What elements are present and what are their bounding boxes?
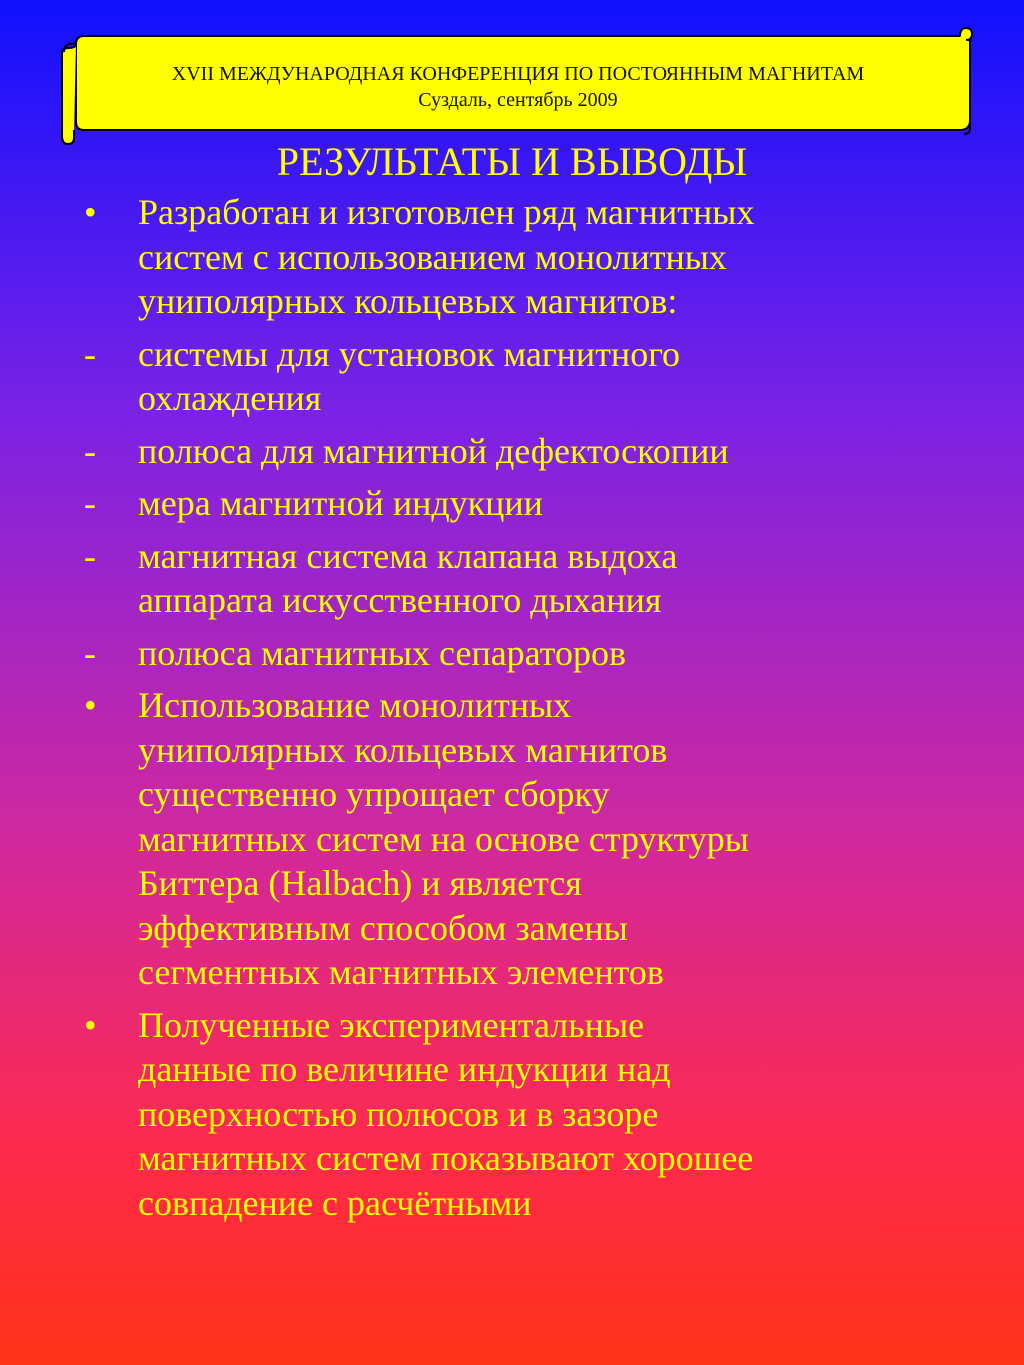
bullet-marker: •: [84, 192, 97, 232]
list-item: [0, 534, 1024, 623]
list-item: [0, 481, 1024, 526]
conference-name: XVII МЕЖДУНАРОДНАЯ КОНФЕРЕНЦИЯ ПО ПОСТОЯННЫМ МАГНИТАМ: [171, 63, 865, 85]
conference-place-date: Суздаль, сентябрь 2009: [418, 89, 618, 111]
list-item-text: [138, 429, 1024, 474]
conference-banner: [58, 24, 978, 146]
dash-marker: -: [84, 632, 96, 673]
list-item-line: поверхностью полюсов и в зазоре: [138, 1093, 659, 1134]
list-item-line: сегментных магнитных элементов: [138, 952, 664, 992]
list-item: [0, 631, 1024, 676]
list-item-line: систем с использованием монолитных: [138, 236, 727, 277]
list-item-line: охлаждения: [138, 378, 322, 418]
list-item-line: данные по величине индукции над: [138, 1049, 671, 1089]
list-item: [0, 429, 1024, 474]
dash-marker: -: [84, 333, 96, 374]
list-item: [0, 683, 1024, 995]
dash-marker: -: [84, 430, 96, 471]
list-item-line: магнитных систем показывают хорошее: [138, 1138, 754, 1178]
list-item-line: Использование монолитных: [138, 685, 572, 725]
list-item-line: униполярных кольцевых магнитов:: [138, 281, 678, 321]
list-item-line: униполярных кольцевых магнитов: [138, 729, 668, 770]
list-item: [0, 332, 1024, 421]
list-item-line: мера магнитной индукции: [138, 483, 543, 523]
list-item-line: эффективным способом замены: [138, 907, 628, 948]
list-item-line: полюса для магнитной дефектоскопии: [138, 430, 729, 471]
results-list: [0, 190, 1024, 1233]
list-item-line: Биттера (Halbach) и является: [138, 863, 582, 903]
list-item-text: [138, 332, 1024, 421]
dash-marker: -: [84, 483, 96, 523]
list-item: [0, 1003, 1024, 1226]
list-item-line: Полученные экспериментальные: [138, 1004, 645, 1045]
list-item-line: полюса магнитных сепараторов: [138, 632, 626, 673]
list-item: [0, 190, 1024, 324]
list-item-line: совпадение с расчётными: [138, 1182, 532, 1223]
list-item-text: [138, 1003, 1024, 1226]
dash-marker: -: [84, 535, 96, 576]
list-item-line: существенно упрощает сборку: [138, 774, 610, 814]
list-item-line: Разработан и изготовлен ряд магнитных: [138, 192, 755, 232]
list-item-text: [138, 534, 1024, 623]
list-item-text: [138, 683, 1024, 995]
bullet-marker: •: [84, 685, 97, 725]
list-item-text: [138, 631, 1024, 676]
list-item-text: [138, 190, 1024, 324]
slide-title: РЕЗУЛЬТАТЫ И ВЫВОДЫ: [276, 139, 748, 184]
list-item-line: аппарата искусственного дыхания: [138, 580, 662, 620]
list-item-text: [138, 481, 1024, 526]
list-item-line: магнитных систем на основе структуры: [138, 818, 749, 859]
list-item-line: магнитная система клапана выдоха: [138, 535, 678, 576]
list-item-line: системы для установок магнитного: [138, 333, 681, 374]
bullet-marker: •: [84, 1004, 97, 1045]
